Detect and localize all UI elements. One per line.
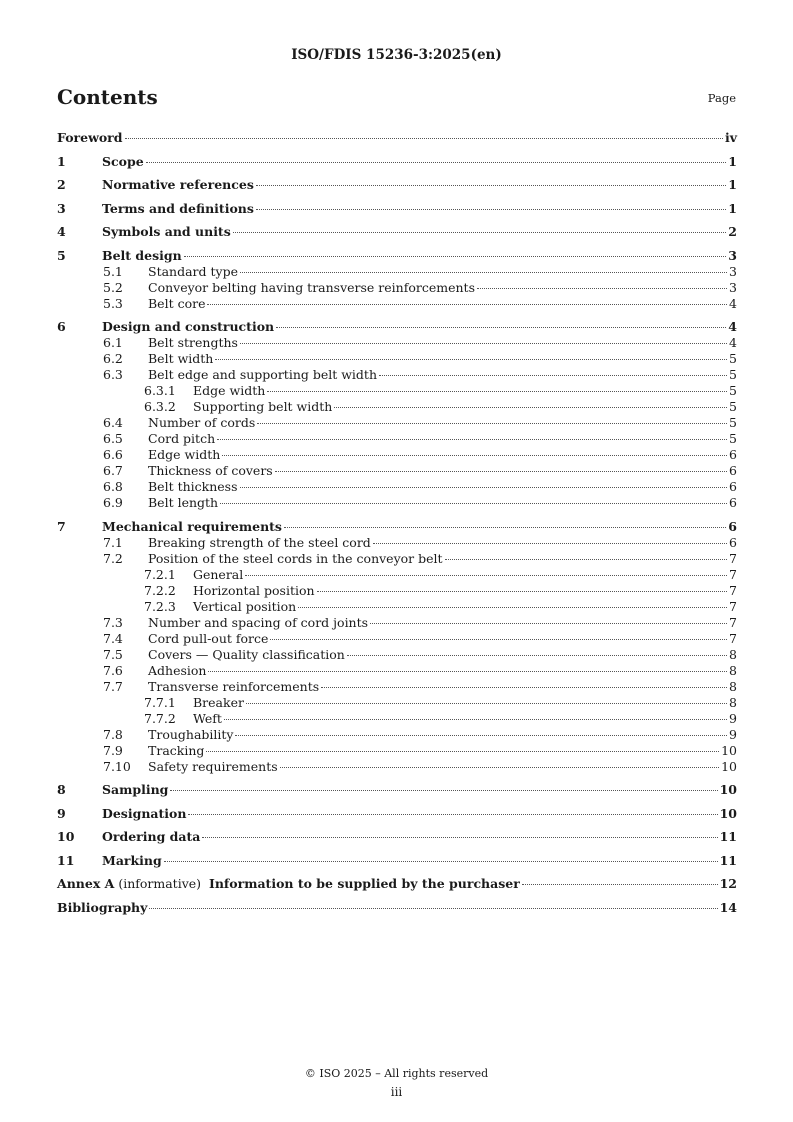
toc-entry-title: Belt core (148, 295, 206, 311)
dot-leader (280, 767, 719, 768)
toc-entry[interactable] (57, 583, 737, 599)
toc-entry[interactable] (57, 781, 737, 798)
toc-entry-number: 6.3.1 (144, 383, 176, 398)
toc-entry-number: 7.10 (103, 758, 131, 774)
toc-entry-label (148, 415, 255, 431)
toc-entry-label (102, 852, 162, 869)
toc-entry-page: 1 (728, 153, 737, 169)
toc-entry-number: 7.2.1 (144, 566, 176, 582)
toc-entry-label (102, 247, 182, 264)
toc-entry-title: Belt thickness (148, 479, 238, 494)
dot-leader (522, 884, 718, 885)
toc-entry[interactable] (57, 223, 737, 240)
toc-entry-title: Terms and definitions (102, 200, 254, 216)
toc-entry-title: Scope (102, 153, 144, 169)
dot-leader (256, 209, 726, 210)
toc-entry-number: 6.8 (103, 479, 123, 494)
dot-leader (347, 655, 727, 656)
toc-entry-page: 4 (729, 295, 737, 311)
toc-entry[interactable] (57, 828, 737, 845)
toc-entry[interactable] (57, 153, 737, 170)
toc-entry-label (193, 599, 296, 615)
toc-entry-page: 4 (728, 319, 737, 334)
dot-leader (184, 256, 727, 257)
dot-leader (125, 138, 723, 139)
toc-entry-title: Covers — Quality classification (148, 646, 345, 662)
toc-entry-page: 6 (729, 495, 737, 510)
toc-entry[interactable] (57, 431, 737, 447)
toc-entry-label (148, 727, 233, 743)
toc-entry[interactable] (57, 647, 737, 663)
dot-leader (321, 687, 727, 688)
toc-entry[interactable] (57, 567, 737, 583)
toc-entry-number: 6.3.2 (144, 399, 176, 414)
dot-leader (257, 423, 727, 424)
toc-entry-label (148, 280, 475, 296)
dot-leader (317, 591, 728, 592)
toc-entry-label (148, 479, 238, 495)
dot-leader (298, 607, 727, 608)
toc-entry-title: Conveyor belting having transverse reinforcements (148, 279, 475, 295)
toc-entry-page: 5 (729, 431, 737, 446)
toc-entry-number: 7.4 (103, 630, 123, 646)
dot-leader (267, 391, 727, 392)
toc-entry-page: 10 (721, 742, 737, 758)
dot-leader (222, 455, 727, 456)
toc-entry-page: 5 (729, 367, 737, 382)
toc-entry[interactable] (57, 447, 737, 463)
dot-leader (240, 343, 727, 344)
toc-entry[interactable] (57, 415, 737, 431)
toc-entry-title: Supporting belt width (193, 399, 333, 414)
toc-entry-title: Design and construction (102, 319, 275, 334)
toc-entry-title: Edge width (148, 447, 221, 462)
toc-entry-page: 1 (728, 200, 737, 216)
toc-entry-title: Weft (193, 710, 222, 726)
toc-entry-title: Ordering data (102, 829, 201, 844)
toc-entry[interactable] (57, 351, 737, 367)
dot-leader (224, 719, 727, 720)
dot-leader (240, 487, 728, 488)
dot-leader (215, 359, 727, 360)
toc-entry[interactable] (57, 383, 737, 399)
toc-entry-page: 10 (719, 805, 737, 821)
dot-leader (235, 735, 727, 736)
dot-leader (208, 671, 727, 672)
toc-entry[interactable] (57, 727, 737, 743)
toc-entry[interactable] (57, 805, 737, 822)
toc-entry-title: Symbols and units (102, 224, 231, 239)
toc-entry[interactable] (57, 367, 737, 383)
toc-entry-title: Mechanical requirements (102, 518, 282, 534)
toc-entry-page: 7 (729, 598, 737, 614)
toc-entry-page: 3 (728, 247, 737, 263)
toc-entry-number: 5.3 (103, 295, 123, 311)
toc-entry[interactable] (57, 852, 737, 869)
toc-entry-label (148, 335, 238, 351)
toc-entry-number: 7.5 (103, 646, 123, 662)
dot-leader (275, 471, 727, 472)
toc-entry-number: 2 (57, 177, 66, 192)
toc-entry-number: 6.1 (103, 335, 123, 350)
toc-entry-label (102, 828, 200, 845)
toc-entry-label (102, 200, 254, 217)
toc-entry[interactable] (57, 318, 737, 335)
toc-entry-title: Edge width (193, 383, 266, 398)
toc-entry-label (102, 518, 282, 535)
page-column-label: Page (707, 91, 736, 105)
toc-entry[interactable] (57, 615, 737, 631)
toc-entry-page: 5 (729, 399, 737, 414)
toc-entry-title: Thickness of covers (148, 463, 273, 478)
dot-leader (220, 503, 727, 504)
toc-entry-number: 6.5 (103, 431, 123, 446)
toc-entry-page: 6 (729, 534, 737, 550)
toc-entry-page: 6 (729, 479, 737, 494)
toc-entry-label (102, 153, 144, 170)
toc-entry-page: 7 (729, 566, 737, 582)
dot-leader (334, 407, 727, 408)
toc-entry-number: 6.3 (103, 367, 123, 382)
toc-entry-number: 1 (57, 153, 66, 169)
toc-entry[interactable] (57, 599, 737, 615)
dot-leader (445, 559, 728, 560)
toc-entry-page: 8 (729, 646, 737, 662)
toc-entry-label (148, 535, 371, 551)
toc-entry-title: Transverse reinforcements (148, 678, 320, 694)
toc-entry-label (193, 399, 332, 415)
toc-entry-label (193, 383, 265, 399)
toc-entry[interactable] (57, 535, 737, 551)
toc-entry-number: 7.2 (103, 550, 123, 566)
toc-entry-title: Annex A (57, 876, 115, 891)
toc-entry-title: Belt width (148, 351, 214, 366)
toc-entry-page: 7 (729, 614, 737, 630)
toc-entry-title: Adhesion (148, 662, 207, 678)
toc-entry[interactable] (57, 247, 737, 264)
toc-entry-title: Troughability (148, 726, 234, 742)
toc-entry-number: 6.9 (103, 495, 123, 510)
toc-entry[interactable] (57, 495, 737, 511)
toc-entry-page: 9 (729, 710, 737, 726)
toc-entry-page: 10 (719, 782, 737, 797)
dot-leader (233, 232, 727, 233)
dot-leader (379, 375, 727, 376)
toc-entry[interactable] (57, 679, 737, 695)
toc-entry-number: 7.2.3 (144, 598, 176, 614)
toc-entry-page: 5 (729, 383, 737, 398)
page-title: Contents (57, 85, 158, 109)
toc-entry[interactable] (57, 743, 737, 759)
toc-entry-title: Breaking strength of the steel cord (148, 534, 371, 550)
toc-entry-title: Cord pitch (148, 431, 216, 446)
toc-entry-page: 6 (729, 463, 737, 478)
dot-leader (245, 575, 727, 576)
toc-entry-page: 8 (729, 662, 737, 678)
toc-entry-number: 7.7 (103, 678, 123, 694)
toc-entry-page: 3 (729, 263, 737, 279)
toc-entry-title: Cord pull-out force (148, 630, 269, 646)
toc-entry-number: 8 (57, 782, 66, 797)
toc-entry-label (57, 129, 123, 146)
toc-entry-number: 5.1 (103, 263, 123, 279)
toc-entry-label (148, 679, 319, 695)
toc-entry-label (148, 631, 268, 647)
toc-entry-page: 11 (719, 852, 737, 868)
toc-entry-label (148, 551, 443, 567)
toc-entry-label (57, 899, 147, 916)
dot-leader (370, 623, 727, 624)
toc-entry-page: iv (724, 130, 737, 145)
toc-entry-title: Marking (102, 852, 162, 868)
toc-entry-label (148, 495, 218, 511)
toc-entry[interactable] (57, 200, 737, 217)
toc-entry-number: 7.6 (103, 662, 123, 678)
toc-entry-page: 5 (729, 415, 737, 430)
toc-entry-label (148, 463, 273, 479)
toc-entry-title: Belt length (148, 495, 219, 510)
toc-entry-title: Normative references (102, 177, 254, 192)
toc-entry-number: 4 (57, 224, 66, 239)
toc-entry-label (148, 351, 213, 367)
toc-entry-page: 7 (729, 582, 737, 598)
toc-entry-page: 12 (719, 876, 737, 891)
toc-entry-title: Position of the steel cords in the conveyor belt (148, 550, 443, 566)
toc-entry[interactable] (57, 479, 737, 495)
toc-entry[interactable] (57, 176, 737, 193)
toc-entry-label (148, 647, 345, 663)
dot-leader (164, 861, 718, 862)
toc-entry-number: 7.2.2 (144, 582, 176, 598)
annex-type: (informative) (114, 876, 209, 891)
document-id-header: ISO/FDIS 15236-3:2025(en) (291, 47, 502, 63)
toc-entry-label (148, 663, 206, 679)
dot-leader (246, 703, 727, 704)
toc-entry-label (148, 743, 204, 759)
toc-entry-page: 3 (729, 279, 737, 295)
toc-entry[interactable] (57, 631, 737, 647)
toc-entry[interactable] (57, 663, 737, 679)
toc-entry-page: 8 (729, 694, 737, 710)
toc-entry-number: 9 (57, 805, 66, 821)
toc-entry-number: 6.6 (103, 447, 123, 462)
toc-entry-number: 7.7.2 (144, 710, 176, 726)
copyright-footer: © ISO 2025 – All rights reserved (304, 1067, 489, 1080)
dot-leader (149, 908, 717, 909)
toc-entry-title: Designation (102, 805, 187, 821)
table-of-contents (57, 129, 737, 916)
toc-entry-number: 11 (57, 852, 75, 868)
toc-entry-label (102, 318, 274, 335)
toc-entry-title: Number and spacing of cord joints (148, 614, 369, 630)
toc-entry-title: Horizontal position (193, 582, 315, 598)
dot-leader (206, 751, 719, 752)
toc-entry-number: 6.4 (103, 415, 123, 430)
toc-entry[interactable] (57, 518, 737, 535)
toc-entry-label (148, 447, 220, 463)
toc-entry-label (148, 367, 377, 383)
toc-entry-label (102, 223, 231, 240)
toc-entry-title: Sampling (102, 782, 169, 797)
dot-leader (188, 814, 717, 815)
page-number: iii (390, 1085, 403, 1099)
toc-entry-page: 8 (729, 678, 737, 694)
toc-entry[interactable] (57, 463, 737, 479)
annex-title: Information to be supplied by the purchaser (208, 876, 520, 891)
toc-entry-title: Foreword (57, 130, 123, 145)
toc-entry-page: 6 (729, 447, 737, 462)
toc-entry-number: 7.9 (103, 742, 123, 758)
toc-entry[interactable] (57, 280, 737, 296)
toc-entry-title: Bibliography (57, 899, 148, 915)
dot-leader (373, 543, 727, 544)
dot-leader (207, 304, 727, 305)
toc-entry-number: 10 (57, 829, 75, 844)
toc-entry-title: General (193, 566, 244, 582)
toc-entry-label (148, 264, 238, 280)
toc-entry-title: Tracking (148, 742, 205, 758)
dot-leader (170, 790, 717, 791)
dot-leader (240, 272, 727, 273)
toc-entry-label (148, 431, 215, 447)
dot-leader (284, 527, 726, 528)
toc-entry-number: 5.2 (103, 279, 123, 295)
toc-entry[interactable] (57, 264, 737, 280)
dot-leader (276, 327, 726, 328)
toc-entry[interactable] (57, 711, 737, 727)
toc-entry-label (193, 583, 315, 599)
toc-entry-number: 7 (57, 518, 66, 534)
dot-leader (202, 837, 717, 838)
toc-entry-label (102, 781, 168, 798)
toc-entry[interactable] (57, 129, 737, 146)
toc-entry-number: 7.3 (103, 614, 123, 630)
toc-entry-number: 7.8 (103, 726, 123, 742)
toc-entry-label (193, 567, 243, 583)
toc-entry-label (193, 695, 244, 711)
toc-entry-number: 7.1 (103, 534, 123, 550)
toc-entry-page: 1 (728, 177, 737, 192)
toc-entry-page: 6 (728, 518, 737, 534)
toc-entry-title: Vertical position (193, 598, 297, 614)
toc-entry[interactable] (57, 759, 737, 775)
toc-entry[interactable] (57, 296, 737, 312)
dot-leader (270, 639, 727, 640)
toc-entry-number: 7.7.1 (144, 694, 176, 710)
toc-entry-label (148, 296, 205, 312)
toc-entry-title: Belt design (102, 247, 182, 263)
toc-entry-label (57, 875, 520, 892)
dot-leader (477, 288, 727, 289)
toc-entry-page: 5 (729, 351, 737, 366)
toc-entry-page: 2 (728, 224, 737, 239)
toc-entry-label (148, 615, 368, 631)
dot-leader (256, 185, 726, 186)
toc-entry-label (148, 759, 278, 775)
toc-entry-page: 10 (721, 758, 737, 774)
toc-entry-label (102, 805, 186, 822)
toc-entry-title: Belt edge and supporting belt width (148, 367, 378, 382)
dot-leader (217, 439, 727, 440)
toc-entry-page: 4 (729, 335, 737, 350)
toc-entry[interactable] (57, 695, 737, 711)
toc-entry-number: 6 (57, 319, 66, 334)
toc-entry-title: Safety requirements (148, 758, 278, 774)
toc-entry-title: Number of cords (148, 415, 256, 430)
toc-entry-title: Belt strengths (148, 335, 238, 350)
toc-entry-number: 6.7 (103, 463, 123, 478)
toc-entry[interactable] (57, 899, 737, 916)
toc-entry-page: 7 (729, 550, 737, 566)
toc-entry-number: 3 (57, 200, 66, 216)
toc-entry-number: 6.2 (103, 351, 123, 366)
dot-leader (146, 162, 727, 163)
toc-entry-page: 14 (719, 899, 737, 915)
toc-entry-label (193, 711, 222, 727)
toc-entry[interactable] (57, 875, 737, 892)
toc-entry-label (102, 176, 254, 193)
toc-entry[interactable] (57, 551, 737, 567)
toc-entry-page: 11 (719, 829, 737, 844)
toc-entry[interactable] (57, 399, 737, 415)
toc-entry-title: Breaker (193, 694, 244, 710)
toc-entry-page: 7 (729, 630, 737, 646)
toc-entry-number: 5 (57, 247, 66, 263)
toc-entry-title: Standard type (148, 263, 238, 279)
toc-entry-page: 9 (729, 726, 737, 742)
toc-entry[interactable] (57, 335, 737, 351)
